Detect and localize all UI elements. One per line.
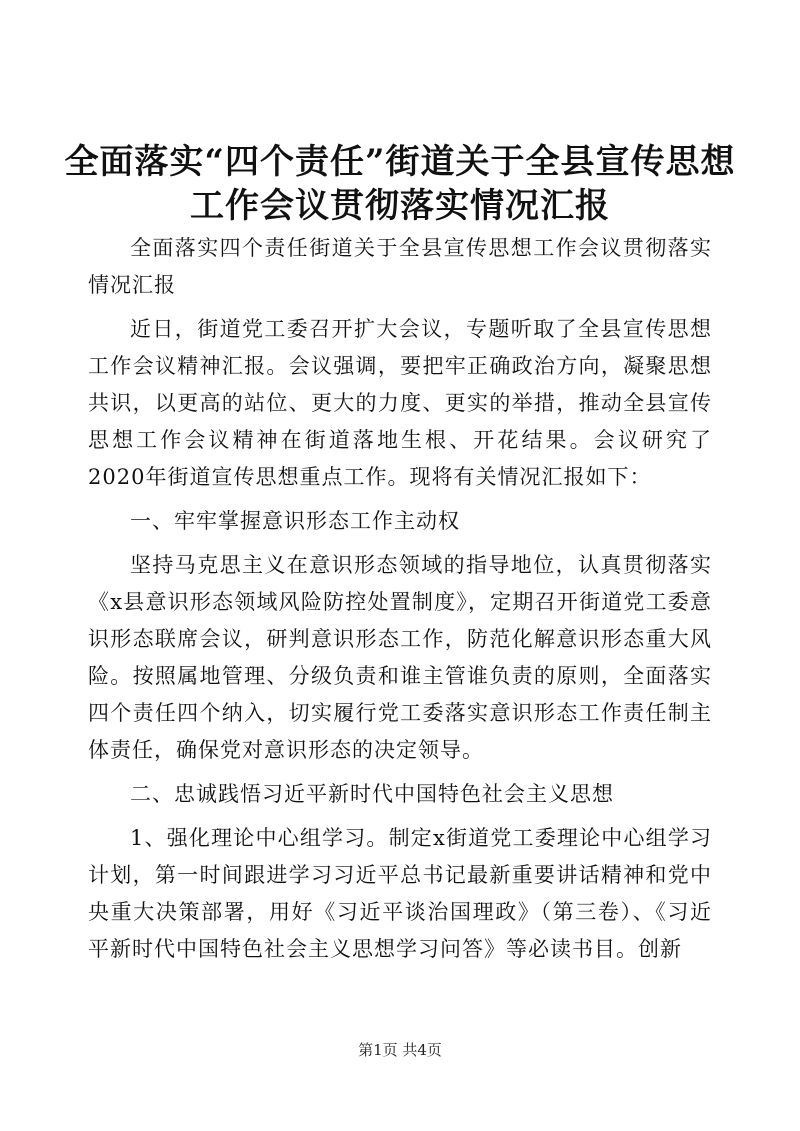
document-title-line-2: 工作会议贯彻落实情况汇报 (190, 186, 610, 226)
paragraph-section-2-item-1: 1、强化理论中心组学习。制定x街道党工委理论中心组学习计划，第一时间跟进学习习近平总书记最新重要讲话精神和党中央重大决策部署，用好《习近平谈治国理政》（第三卷）、《习近平新时代中国特色社会主义思想学习问答》等必读书目。创新 (88, 826, 712, 961)
paragraph-intro: 近日，街道党工委召开扩大会议，专题听取了全县宣传思想工作会议精神汇报。会议强调，要把牢正确政治方向，凝聚思想共识，以更高的站位、更大的力度、更实的举措，推动全县宣传思想工作会议精神在街道落地生根、开花结果。会议研究了2020年街道宣传思想重点工作。现将有关情况汇报如下： (88, 317, 712, 489)
document-title-line-1: 全面落实“四个责任”街道关于全县宣传思想 (64, 142, 736, 182)
section-heading-1: 一、牢牢掌握意识形态工作主动权 (130, 509, 460, 533)
paragraph-section-1: 坚持马克思主义在意识形态领域的指导地位，认真贯彻落实《x县意识形态领域风险防控处置制度》，定期召开街道党工委意识形态联席会议，研判意识形态工作，防范化解意识形态重大风险。按照属地管理、分级负责和谁主管谁负责的原则，全面落实四个责任四个纳入，切实履行党工委落实意识形态工作责任制主体责任，确保党对意识形态的决定领导。 (88, 553, 712, 762)
page-footer: 第1页 共4页 (358, 1041, 442, 1059)
paragraph-subtitle: 全面落实四个责任街道关于全县宣传思想工作会议贯彻落实情况汇报 (88, 236, 712, 297)
document-body (88, 230, 712, 968)
section-heading-2: 二、忠诚践悟习近平新时代中国特色社会主义思想 (130, 782, 614, 806)
